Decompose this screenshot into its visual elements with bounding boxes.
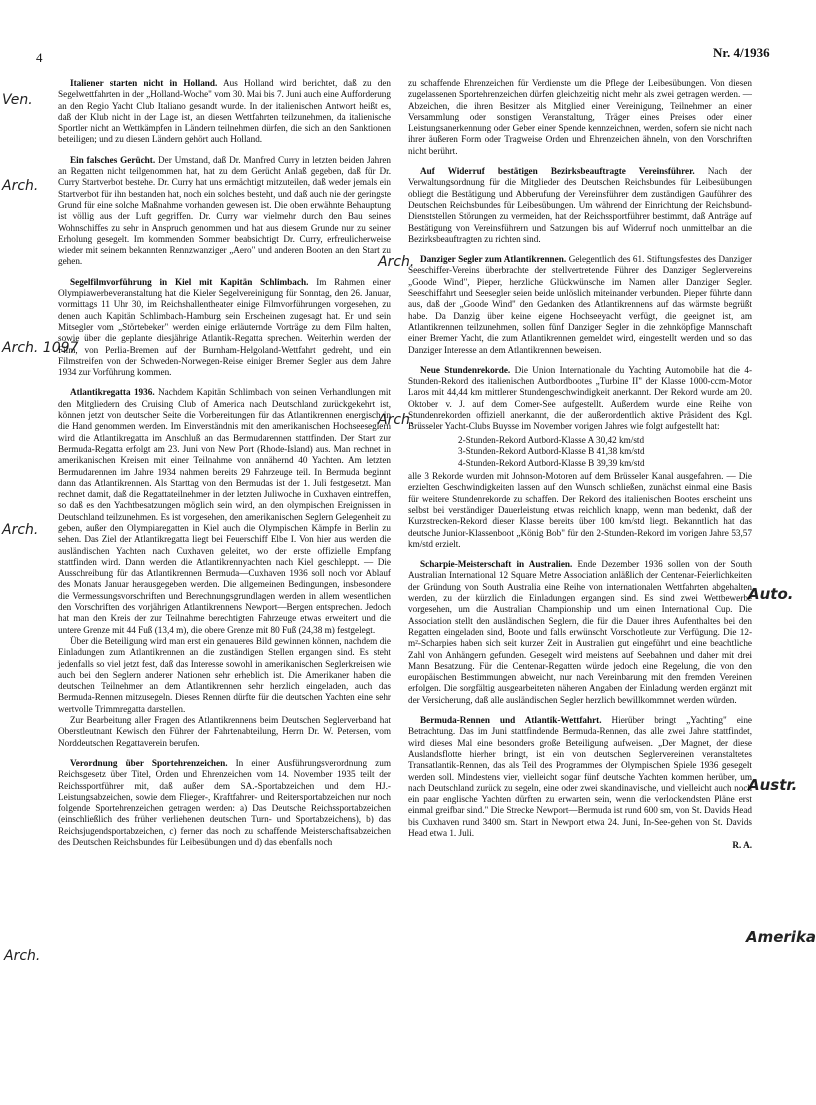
article-scharpie <box>408 559 752 706</box>
margin-note-3: Arch. 1097 <box>2 340 79 356</box>
article-headline: Neue Stundenrekorde. <box>420 364 511 375</box>
article-atlantikregatta <box>58 387 391 749</box>
article-continuation <box>408 78 752 157</box>
article-text: alle 3 Rekorde wurden mit Johnson-Motoren auf dem Brüsseler Kanal ausgefahren. — Die erzielten Geschwindigkeiten lassen auf den Wunsch schließen, zunächst einmal eine Basis für weitere Stundenrekorde zu schaffen. Der Rekord des italienischen Bootes erscheint uns selbst bei verständiger Dauerleistung etwas reichlich knapp, wenn man bedenkt, daß der Kurzstrecken-Rekord dieser Klasse bereits über 100 km/std liegt. Bekanntlich hat das deutsche Junior-Klassenboot „König Bob" für den 2-Stunden-Rekord im vorigen Jahre 53,57 km/std erzielt. <box>408 471 752 549</box>
article-headline: Segelfilmvorführung in Kiel mit Kapitän Schlimbach. <box>70 276 309 287</box>
left-column <box>58 78 391 857</box>
article-text: Nachdem Kapitän Schlimbach von seinen Verhandlungen mit den Mitgliedern des Cruising Club of America nach Deutschland zurückgekehrt ist, können jetzt von deutscher Seite die Vorbereitungen für das Atlantikrennen energisch in die Hand genommen werden. Im Einverständnis mit den amerikanischen Hochseeseglern wird die Atlantikregatta im Anschluß an das Bermudarennen stattfinden. Der Start zur Bermuda-Regatta erfolgt am 23. Juni von New Port (Rhode-Island) aus. Man rechnet in amerikanischen Kreisen mit einer Teilnahme von annähernd 40 Yachten. Am letzten Bermudarennen im Jahre 1934 nahmen bereits 29 Fahrzeuge teil. In Bermuda beginnt dann das Atlantikrennen. Als Starttag von den Bermudas ist der 1. Juli festgesetzt. Man rechnet damit, daß die Regattateilnehmer in der letzten Juliwoche in Cuxhaven eintreffen, so daß es den Yachtbesatzungen möglich sein wird, an den olympischen Ereignissen in Deutschland teilzunehmen. Es ist vorgesehen, den amerikanischen Seglern Gelegenheit zu geben, außer den Olympiaregatten in Kiel auch die Olympischen Kämpfe in Berlin zu sehen. Das Ziel der Atlantikregatta liegt bei Feuerschiff Elbe I. Von hier aus werden die ausländischen Yachten nach Cuxhaven geleitet, wo der erste offizielle Empfang stattfinden wird. Dann werden die Atlantikrennyachten nach Kiel geschleppt. — Die Ausschreibung für das Atlantikrennen Bermuda—Cuxhaven 1936 soll noch vor Ablauf des Monats Januar herausgegeben werden. Die allgemeinen Bedingungen, insbesondere die Vermessungsvorschriften und Berechnungsgrundlagen werden in allem wesentlichen den Vorschriften des vorjährigen Atlantikrennens Newport—Bergen entsprechen. Jedoch hat man den Kreis der zur Teilnahme berechtigten Fahrzeuge etwas erweitert und die untere Grenze mit 44 Fuß (13,4 m), die obere Grenze mit 80 Fuß (24,38 m) festgelegt. <box>58 387 392 635</box>
article-text: Hierüber bringt „Yachting" eine Betrachtung. Das im Juni stattfindende Bermuda-Rennen, das alle zwei Jahre stattfindet, wird dieses Mal eine besonders große Beteiligung aufweisen. „Der Magnet, der diese Auslandsflotte hierher bringt, ist ein von deutschen Seglervereinen veranstaltetes Transatlantik-Rennen, das als Teil des Programmes der Olympischen Spiele 1936 gesegelt werden soll. Mindestens vier, vielleicht sogar fünf deutsche Yachten kommen herüber, um nach Deutschland zurück zu segeln, eine oder zwei skandinavische, und vielleicht auch noch ein paar englische Yachten dürften zu erwarten sein, wenn die verlockendsten Pläne erst einmal greifbar sind." Die Strecke Newport—Bermuda ist rund 600 sm, von St. Davids Head bis Cuxhaven rund 3400 sm. Start in Newport etwa 24. Juni, In-See-gehen von St. Davids Head etwa 1. Juli. <box>408 715 753 839</box>
article-text: Aus Holland wird berichtet, daß zu den Segelwettfahrten in der „Holland-Woche" vom 30. Mai bis 7. Juni auch eine Aufforderung an den Regio Yacht Club Italiano gesandt wurde. In der italienischen Antwort heißt es, daß der Klub nicht in der Lage ist, an diesen Wettfahrten teilzunehmen, da italienische Sportler nicht an Wettkämpfen in Ländern teilnehmen dürfen, die sich an den Sanktionen beteiligen; und zu diesen Ländern gehört auch Holland. <box>58 78 391 145</box>
article-headline: Ein falsches Gerücht. <box>70 154 156 165</box>
article-bermuda <box>408 715 752 852</box>
article-text: Gelegentlich des 61. Stiftungsfestes des Danziger Seeschiffer-Vereins überbrachte der stellvertretende Führer des Danziger Seglervereins „Goode Wind", Pieper, herzliche Glückwünsche im Namen aller Danziger Segler. Seeschiffahrt und Seesegler seien beide unlöslich miteinander verbunden. Pieper führte dann aus, daß der „Goode Wind" den Gedanken des Atlantikrennens auf das wärmste begrüßt habe. Da Danzig über keine eigene Hochseeyacht verfügt, die geeignet ist, am Atlantikrennen teilzunehmen, sollen fünf Danziger Segler in die zehnköpfige Mannschaft einer Bremer Yacht, die zum Atlantikrennen gemeldet wird, eingestellt werden und so das Danziger Interesse an dem Atlantikrennen beweisen. <box>408 254 753 355</box>
article-italiener <box>58 78 391 146</box>
article-text: Ende Dezember 1936 sollen von der South Australian International 12 Square Metre Association anläßlich der Centenar-Feierlichkeiten der Gründung von South Australia eine Reihe von internationalen Wettfahrten abgehalten werden, zu der kürzlich die Einladungen ergangen sind. Es sind zwei Wettbewerbe vorgesehen, um die Australian Championship und um einen International Cup. Die Association stellt den ausländischen Seglern, die für die Dauer ihres Aufenthaltes bei den Regatten eingeladen sind, Boote und falls erwünscht Vorschotleute zur Verfügung. Die 12-m²-Scharpies haben sich seit kurzer Zeit in Australien gut eingeführt und eine beachtliche Zahl von Anhängern gefunden. Gesegelt wird meistens auf Seebahnen und daher mit drei Mann Besatzung. Für die Centenar-Regatten würde jedoch eine Regelung, die von den europäischen Bestimmungen abweicht, nur nach Vereinbarung mit den fremden Vereinen erfolgen. Die sorgfältig ausgearbeiteten näheren Angaben der Einladung werden ergänzt mit der Versicherung, daß alle ausländischen Segler herzlich bewillkommnet werden würden. <box>408 559 752 705</box>
article-text: Die Union Internationale du Yachting Automobile hat die 4-Stunden-Rekord des italienischen Autbordbootes „Turbine II" der Klasse 1000-ccm-Motor Laros mit 44,44 km mittlerer Stundengeschwindigkeit anerkannt. Der Rekord wurde am 20. Oktober v. J. auf dem Comer-See aufgestellt. Außerdem wurde eine Reihe von Stundenrekorden offiziell anerkannt, die der außerordentlich aktive Präsident des Kgl. Brüsseler Yacht-Clubs Buysse im November vorigen Jahres wie folgt aufgestellt hat: <box>408 364 753 432</box>
article-headline: Verordnung über Sportehrenzeichen. <box>70 757 228 768</box>
margin-note-7: Arch. <box>378 412 415 428</box>
article-text: Zur Bearbeitung aller Fragen des Atlantikrennens beim Deutschen Seglerverband hat Oberstleutnant Kewisch den Führer der Fahrtenabteilung, Herrn Dr. W. Petersen, vom Norddeutschen Regattaverein berufen. <box>58 715 391 748</box>
margin-note-4: Arch. <box>2 522 39 538</box>
margin-note-10: Amerika <box>746 928 816 946</box>
article-text: Über die Beteiligung wird man erst ein genaueres Bild gewinnen können, nachdem die Einladungen zum Atlantikrennen an die zuständigen Stellen ergangen sind. Es steht jedenfalls so viel jetzt fest, daß das Interesse sowohl in amerikanischen Seglerkreisen wie auch bei den Seglern anderer Nationen sehr erheblich ist. Die Amerikaner haben die deutschen Teilnehmer an dem Atlantikrennen sehr herzlich eingeladen, auch das Bermuda-Rennen mitzusegeln. Dieses Rennen dürfte für die deutschen Yachten eine sehr wertvolle Trimmregatta darstellen. <box>58 635 391 714</box>
page-number: 4 <box>36 50 43 65</box>
article-text: In einer Ausführungsverordnung zum Reichsgesetz über Titel, Orden und Ehrenzeichen vom 14. November 1935 teilt der Reichssportführer mit, daß außer dem SA.-Sportabzeichen und dem HJ.-Leistungsabzeichen, sowie dem Flieger-, Kraftfahrer- und Reitersportabzeichen nur noch folgende Sportehrenzeichen getragen werden: a) Das Deutsche Reichssportabzeichen (einschließlich des früher verliehenen deutschen Turn- und Sportabzeichens), b) das Reichsjugendsportabzeichen, c) ferner das noch zu schaffende Meisterschaftsabzeichen des Deutschen Reichsbundes für Leibesübungen und d) das ebenfalls noch <box>58 757 392 847</box>
article-text: Der Umstand, daß Dr. Manfred Curry in letzten beiden Jahren an Regatten nicht teilgenommen hat, hat zu dem Gerücht Anlaß gegeben, daß für Dr. Curry Startverbot bestehe. Dr. Curry hat uns ermächtigt mitzuteilen, daß weder jemals ein Startverbot für ihn bestanden hat, noch ein solches besteht, und daß auch nie der geringste Grund für eine solche Maßnahme vorhanden gewesen ist. Die oben erwähnte Behauptung ist völlig aus der Luft gegriffen. Dr. Curry war vielmehr durch den Bau seines Wohnschiffes zu sehr in Anspruch genommen und hat aus diesem Grunde nur zu seiner Erholung gesegelt. Im kommenden Sommer beabsichtigt Dr. Curry, erfreulicherweise wieder mit seinem bekannten Rennzwanziger „Aero" und anderen Booten an den Start zu gehen. <box>58 154 391 267</box>
article-sportehrenzeichen <box>58 758 391 848</box>
record-item: 2-Stunden-Rekord Autbord-Klasse A 30,42 km/std <box>458 434 645 445</box>
record-item: 4-Stunden-Rekord Autbord-Klasse B 39,39 km/std <box>458 457 645 468</box>
issue-number: Nr. 4/1936 <box>713 45 770 60</box>
margin-note-1: Ven. <box>2 92 33 108</box>
article-headline: Atlantikregatta 1936. <box>70 387 155 398</box>
margin-note-8: Auto. <box>748 585 794 603</box>
record-item: 3-Stunden-Rekord Autbord-Klasse B 41,38 km/std <box>458 446 645 457</box>
article-geruecht <box>58 155 391 268</box>
margin-note-6: Arch. <box>378 254 415 270</box>
article-text: zu schaffende Ehrenzeichen für Verdienste um die Pflege der Leibesübungen. Von diesen zugelassenen Sportehrenzeichen dürfen gleichzeitig nicht mehr als zwei getragen werden. — Abzeichen, die ihren Besitzer als Mitglied einer Vereinigung, Teilnehmer an einer Versammlung oder sonstigen Veranstaltung, Träger eines Preises oder einer Leistungsanerkennung oder Geber einer Spende kennzeichnen, werden, sofern sie nicht nach ihrer äußeren Form oder Tragweise Orden und Ehrenzeichen ähneln, von den Vorschriften nicht berührt. <box>408 78 752 156</box>
record-list <box>458 435 752 470</box>
article-stundenrekorde <box>408 365 752 550</box>
article-segelfilm <box>58 277 391 379</box>
article-text: Nach der Verwaltungsordnung für die Mitglieder des Deutschen Reichsbundes für Leibesübungen obliegt die Bestätigung und Abberufung der Vereinsführer dem zuständigen Gauführer des Deutschen Reichsbundes für Leibesübungen. Um während der Einrichtung der Reichsbund-Dienststellen Störungen zu vermeiden, hat der Reichssportführer bestimmt, daß Anträge auf Bestätigung von Vereinsführern und Satzungen bis auf Widerruf noch unmittelbar an die Bezirksbeauftragten zu richten sind. <box>408 166 752 244</box>
article-danziger <box>408 254 752 356</box>
article-headline: Italiener starten nicht in Holland. <box>70 78 218 88</box>
margin-note-9: Austr. <box>748 776 798 794</box>
author-signature: R. A. <box>732 840 752 851</box>
margin-note-5: Arch. <box>4 948 41 964</box>
article-headline: Auf Widerruf bestätigen Bezirksbeauftragte Vereinsführer. <box>420 166 695 177</box>
right-column <box>408 78 752 861</box>
article-text: Im Rahmen einer Olympiawerbeveranstaltung hat die Kieler Segelvereinigung für Sonntag, den 26. Januar, vormittags 11 Uhr 30, im Reichshallentheater einige Filmvorführungen vorgesehen, zu denen auch Kapitän Schlimbach-Hamburg sein Erscheinen zugesagt hat. Er und sein Mitsegler vom „Störtebeker" werden einige erläuternde Vorträge zu dem Film halten, sowie über die geplante diesjährige Atlantik-Regatta sprechen. Weiterhin werden der Film, von Perlia-Bremen auf der Burnham-Helgoland-Wettfahrt gedreht, und ein Filmstreifen von der Schweden-Norwegen-Reise einiger Bremer Segler aus dem Jahre 1934 zur Vorführung kommen. <box>58 276 391 378</box>
article-headline: Scharpie-Meisterschaft in Australien. <box>420 559 573 570</box>
article-headline: Danziger Segler zum Atlantikrennen. <box>420 254 567 265</box>
article-vereinsfuehrer <box>408 166 752 245</box>
margin-note-2: Arch. <box>2 178 39 194</box>
article-headline: Bermuda-Rennen und Atlantik-Wettfahrt. <box>420 715 602 726</box>
